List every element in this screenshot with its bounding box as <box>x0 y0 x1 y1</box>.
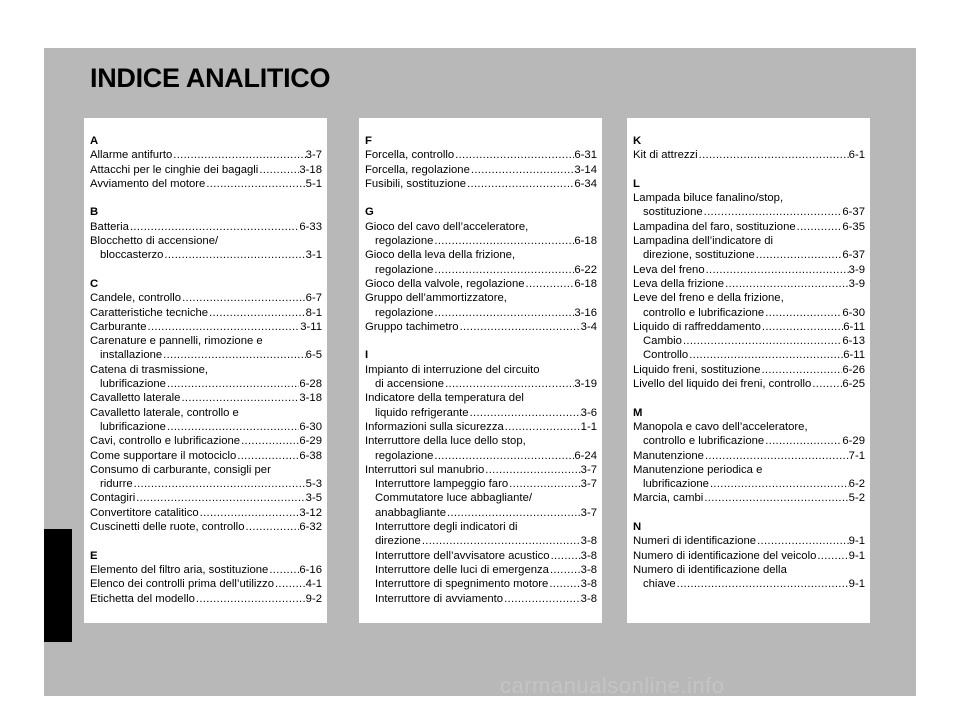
index-entry <box>633 306 865 320</box>
entry-page-number: 6-26 <box>842 363 865 376</box>
index-entry <box>633 320 865 334</box>
dot-leader <box>688 348 843 362</box>
index-entry <box>90 477 322 491</box>
index-entry <box>365 277 597 291</box>
entry-text: Carburante <box>90 320 147 333</box>
entry-text: Gioco della valvole, regolazione <box>365 277 525 290</box>
entry-page-number: 6-24 <box>574 449 597 462</box>
entry-page-number: 8-1 <box>305 306 322 319</box>
section-letter: I <box>365 349 369 362</box>
index-entry-heading: Carenature e pannelli, rimozione e <box>90 335 263 348</box>
index-section <box>633 177 865 391</box>
entry-text: lubrificazione <box>643 478 709 491</box>
section-letter: M <box>633 406 643 419</box>
index-column-3 <box>627 118 870 623</box>
entry-text: Interruttore dell’avvisatore acustico <box>375 549 550 562</box>
index-entry-heading: Numero di identificazione della <box>633 563 787 576</box>
index-entry-heading: Catena di trasmissione, <box>90 363 209 376</box>
entry-text: controllo e lubrificazione <box>643 435 765 448</box>
index-entry-heading: Gioco del cavo dell’acceleratore, <box>365 220 529 233</box>
index-entry <box>365 406 597 420</box>
entry-page-number: 6-16 <box>299 563 322 576</box>
index-entry-heading: Gioco della leva della frizione, <box>365 249 516 262</box>
index-entry <box>90 306 322 320</box>
index-entry <box>633 277 865 291</box>
index-entry <box>633 477 865 491</box>
index-entry-heading: Impianto di interruzione del circuito <box>365 363 540 376</box>
entry-page-number: 3-14 <box>574 163 597 176</box>
section-tab-marker <box>44 529 72 642</box>
entry-text: Contagiri <box>90 492 136 505</box>
dot-leader <box>682 334 842 348</box>
dot-leader <box>205 177 305 191</box>
index-entry <box>633 377 865 391</box>
index-entry-heading: Gruppo dell’ammortizzatore, <box>365 292 507 305</box>
index-section <box>90 134 322 191</box>
index-entry <box>90 520 322 534</box>
entry-text: Come supportare il motociclo <box>90 449 237 462</box>
entry-text: Interruttori sul manubrio <box>365 463 485 476</box>
dot-leader <box>240 434 299 448</box>
dot-leader <box>724 277 849 291</box>
dot-leader <box>421 534 581 548</box>
index-entry <box>90 291 322 305</box>
entry-text: Liquido di raffreddamento <box>633 320 761 333</box>
entry-page-number: 3-8 <box>580 535 597 548</box>
entry-text: Attacchi per le cinghie dei bagagli <box>90 163 259 176</box>
entry-page-number: 7-1 <box>848 449 865 462</box>
entry-text: regolazione <box>375 306 434 319</box>
dot-leader <box>258 163 299 177</box>
dot-leader <box>470 163 575 177</box>
entry-text: Cavalletto laterale <box>90 392 181 405</box>
dot-leader <box>709 477 849 491</box>
entry-page-number: 3-16 <box>574 306 597 319</box>
entry-page-number: 3-8 <box>580 592 597 605</box>
dot-leader <box>703 205 843 219</box>
index-entry <box>633 205 865 219</box>
entry-text: sostituzione <box>643 206 703 219</box>
dot-leader <box>433 306 574 320</box>
dot-leader <box>549 563 581 577</box>
entry-page-number: 3-19 <box>574 378 597 391</box>
dot-leader <box>676 577 849 591</box>
dot-leader <box>163 248 305 262</box>
entry-page-number: 6-30 <box>842 306 865 319</box>
entry-page-number: 9-2 <box>305 592 322 605</box>
index-entry <box>365 563 597 577</box>
index-entry <box>90 577 322 591</box>
index-entry <box>365 320 597 334</box>
section-letter: G <box>365 206 374 219</box>
dot-leader <box>761 320 843 334</box>
dot-leader <box>504 420 581 434</box>
entry-page-number: 3-8 <box>580 578 597 591</box>
dot-leader <box>180 391 299 405</box>
index-entry <box>633 248 865 262</box>
entry-page-number: 6-5 <box>305 349 322 362</box>
index-entry <box>633 434 865 448</box>
index-entry <box>633 577 865 591</box>
index-entry <box>633 334 865 348</box>
entry-page-number: 1-1 <box>580 420 597 433</box>
index-entry-heading: Manopola e cavo dell’acceleratore, <box>633 420 808 433</box>
entry-text: Fusibili, sostituzione <box>365 177 467 190</box>
entry-text: di accensione <box>375 378 445 391</box>
entry-text: Interruttore delle luci di emergenza <box>375 563 549 576</box>
entry-page-number: 3-4 <box>580 320 597 333</box>
section-letter: N <box>633 521 642 534</box>
entry-page-number: 6-29 <box>299 435 322 448</box>
dot-leader <box>704 449 849 463</box>
index-entry <box>633 220 865 234</box>
index-entry-heading: Manutenzione periodica e <box>633 463 763 476</box>
index-entry-heading: Interruttore degli indicatori di <box>375 521 518 534</box>
dot-leader <box>244 520 299 534</box>
dot-leader <box>129 220 299 234</box>
index-entry <box>365 534 597 548</box>
entry-page-number: 6-2 <box>848 478 865 491</box>
entry-text: liquido refrigerante <box>375 406 469 419</box>
entry-page-number: 3-7 <box>580 463 597 476</box>
dot-leader <box>466 177 574 191</box>
index-entry <box>90 220 322 234</box>
entry-page-number: 6-13 <box>842 335 865 348</box>
dot-leader <box>446 506 581 520</box>
index-entry <box>90 320 322 334</box>
index-entry <box>633 449 865 463</box>
dot-leader <box>508 477 581 491</box>
index-entry <box>365 420 597 434</box>
index-entry-heading: Cavalletto laterale, controllo e <box>90 406 239 419</box>
dot-leader <box>550 549 581 563</box>
section-letter: C <box>90 277 99 290</box>
entry-text: Interruttore lampeggio faro <box>375 478 509 491</box>
dot-leader <box>811 377 842 391</box>
entry-page-number: 3-6 <box>580 406 597 419</box>
dot-leader <box>172 148 305 162</box>
dot-leader <box>548 577 580 591</box>
index-entry <box>90 449 322 463</box>
entry-page-number: 6-29 <box>842 435 865 448</box>
section-letter: K <box>633 135 642 147</box>
entry-page-number: 6-38 <box>299 449 322 462</box>
entry-page-number: 3-18 <box>299 163 322 176</box>
dot-leader <box>444 377 574 391</box>
entry-text: Numeri di identificazione <box>633 535 757 548</box>
entry-page-number: 3-1 <box>305 249 322 262</box>
entry-page-number: 5-3 <box>305 478 322 491</box>
index-entry-heading: Consumo di carburante, consigli per <box>90 463 271 476</box>
section-letter: E <box>90 549 98 562</box>
entry-page-number: 6-18 <box>574 277 597 290</box>
dot-leader <box>195 592 306 606</box>
dot-leader <box>433 234 574 248</box>
index-entry <box>90 163 322 177</box>
index-entry <box>365 177 597 191</box>
dot-leader <box>433 263 574 277</box>
dot-leader <box>147 320 301 334</box>
entry-text: Candele, controllo <box>90 292 182 305</box>
entry-page-number: 6-18 <box>574 235 597 248</box>
index-section <box>633 520 865 591</box>
entry-text: direzione <box>375 535 421 548</box>
dot-leader <box>454 148 574 162</box>
dot-leader <box>796 220 843 234</box>
dot-leader <box>135 491 305 505</box>
entry-text: ridurre <box>100 478 133 491</box>
dot-leader <box>756 534 849 548</box>
index-entry <box>90 348 322 362</box>
index-section <box>90 277 322 534</box>
entry-page-number: 6-31 <box>574 149 597 162</box>
entry-text: Allarme antifurto <box>90 149 173 162</box>
entry-text: Batteria <box>90 220 129 233</box>
section-letter: L <box>633 177 640 190</box>
entry-page-number: 6-37 <box>842 249 865 262</box>
index-entry <box>90 420 322 434</box>
index-entry <box>365 506 597 520</box>
dot-leader <box>484 463 580 477</box>
index-entry-heading: Lampada biluce fanalino/stop, <box>633 192 784 205</box>
index-entry <box>365 377 597 391</box>
dot-leader <box>274 577 306 591</box>
entry-page-number: 6-35 <box>842 220 865 233</box>
dot-leader <box>236 449 299 463</box>
index-entry-heading: Commutatore luce abbagliante/ <box>375 492 532 505</box>
entry-text: direzione, sostituzione <box>643 249 755 262</box>
dot-leader <box>698 148 849 162</box>
entry-text: regolazione <box>375 449 434 462</box>
section-letter: F <box>365 135 372 147</box>
dot-leader <box>181 291 306 305</box>
dot-leader <box>703 491 848 505</box>
entry-text: Gruppo tachimetro <box>365 320 459 333</box>
entry-page-number: 3-9 <box>848 277 865 290</box>
entry-page-number: 3-5 <box>305 492 322 505</box>
entry-text: Cavi, controllo e lubrificazione <box>90 435 241 448</box>
entry-text: Elenco dei controlli prima dell’utilizzo <box>90 578 274 591</box>
index-entry <box>633 348 865 362</box>
index-entry <box>633 534 865 548</box>
dot-leader <box>208 306 306 320</box>
index-entry <box>365 592 597 606</box>
entry-page-number: 6-33 <box>299 220 322 233</box>
entry-page-number: 5-1 <box>305 177 322 190</box>
dot-leader <box>433 449 574 463</box>
entry-text: controllo e lubrificazione <box>643 306 765 319</box>
entry-text: Forcella, controllo <box>365 149 455 162</box>
dot-leader <box>705 263 849 277</box>
entry-text: Controllo <box>643 349 689 362</box>
entry-text: Elemento del filtro aria, sostituzione <box>90 563 269 576</box>
entry-text: Cuscinetti delle ruote, controllo <box>90 521 245 534</box>
entry-page-number: 9-1 <box>848 535 865 548</box>
entry-page-number: 3-11 <box>300 320 322 333</box>
index-entry <box>633 263 865 277</box>
index-entry <box>90 377 322 391</box>
entry-page-number: 6-25 <box>842 378 865 391</box>
entry-text: bloccasterzo <box>100 249 164 262</box>
index-entry <box>365 477 597 491</box>
index-entry <box>90 563 322 577</box>
entry-page-number: 9-1 <box>848 549 865 562</box>
dot-leader <box>764 434 842 448</box>
dot-leader <box>199 506 300 520</box>
dot-leader <box>760 363 842 377</box>
entry-page-number: 3-7 <box>580 478 597 491</box>
index-entry <box>365 549 597 563</box>
entry-page-number: 3-9 <box>848 263 865 276</box>
entry-text: chiave <box>643 578 676 591</box>
dot-leader <box>469 406 581 420</box>
index-column-1 <box>84 118 327 623</box>
entry-text: Liquido freni, sostituzione <box>633 363 761 376</box>
dot-leader <box>166 377 299 391</box>
index-entry <box>365 463 597 477</box>
index-entry <box>90 391 322 405</box>
index-entry-heading: Lampadina dell’indicatore di <box>633 235 774 248</box>
index-entry <box>633 148 865 162</box>
entry-page-number: 3-12 <box>299 506 322 519</box>
entry-page-number: 6-37 <box>842 206 865 219</box>
index-entry <box>90 506 322 520</box>
entry-text: Forcella, regolazione <box>365 163 470 176</box>
dot-leader <box>268 563 299 577</box>
entry-page-number: 3-7 <box>305 149 322 162</box>
entry-page-number: 3-8 <box>580 563 597 576</box>
index-entry <box>90 491 322 505</box>
index-entry <box>365 263 597 277</box>
index-entry-heading: Blocchetto di accensione/ <box>90 235 219 248</box>
entry-page-number: 9-1 <box>848 578 865 591</box>
entry-page-number: 3-18 <box>299 392 322 405</box>
index-entry <box>90 592 322 606</box>
section-letter: B <box>90 206 99 219</box>
index-section <box>365 348 597 605</box>
index-entry <box>365 163 597 177</box>
index-entry-heading: Leve del freno e della frizione, <box>633 292 784 305</box>
entry-text: Numero di identificazione del veicolo <box>633 549 817 562</box>
entry-text: Leva della frizione <box>633 277 725 290</box>
entry-text: lubrificazione <box>100 378 166 391</box>
index-entry <box>365 234 597 248</box>
index-entry <box>633 549 865 563</box>
dot-leader <box>133 477 306 491</box>
entry-page-number: 6-32 <box>299 521 322 534</box>
dot-leader <box>459 320 581 334</box>
dot-leader <box>764 306 842 320</box>
entry-text: Informazioni sulla sicurezza <box>365 420 504 433</box>
index-entry <box>365 306 597 320</box>
entry-page-number: 3-8 <box>580 549 597 562</box>
index-entry-heading: Indicatore della temperatura del <box>365 392 524 405</box>
entry-text: Kit di attrezzi <box>633 149 698 162</box>
index-section <box>90 549 322 606</box>
entry-text: Caratteristiche tecniche <box>90 306 209 319</box>
entry-text: Manutenzione <box>633 449 704 462</box>
entry-text: anabbagliante <box>375 506 446 519</box>
index-entry <box>90 177 322 191</box>
entry-text: Livello del liquido dei freni, controllo <box>633 378 812 391</box>
entry-text: Cambio <box>643 335 682 348</box>
index-section <box>633 134 865 163</box>
entry-text: Interruttore di avviamento <box>375 592 504 605</box>
dot-leader <box>755 248 843 262</box>
dot-leader <box>503 592 581 606</box>
entry-page-number: 6-1 <box>848 149 865 162</box>
entry-text: Avviamento del motore <box>90 177 206 190</box>
index-section <box>365 205 597 334</box>
entry-text: installazione <box>100 349 163 362</box>
entry-text: Interruttore di spegnimento motore <box>375 578 549 591</box>
entry-text: Lampadina del faro, sostituzione <box>633 220 796 233</box>
entry-page-number: 6-34 <box>574 177 597 190</box>
section-letter: A <box>90 135 99 147</box>
index-entry <box>365 577 597 591</box>
entry-page-number: 5-2 <box>848 492 865 505</box>
dot-leader <box>525 277 575 291</box>
index-section <box>633 406 865 506</box>
dot-leader <box>162 348 306 362</box>
entry-text: Marcia, cambi <box>633 492 704 505</box>
entry-text: regolazione <box>375 235 434 248</box>
index-entry-heading: Interruttore della luce dello stop, <box>365 435 526 448</box>
index-entry <box>633 491 865 505</box>
index-entry <box>365 449 597 463</box>
entry-page-number: 6-28 <box>299 378 322 391</box>
index-section <box>90 205 322 262</box>
entry-page-number: 6-11 <box>843 320 865 333</box>
entry-text: regolazione <box>375 263 434 276</box>
index-entry <box>90 148 322 162</box>
index-entry <box>633 363 865 377</box>
entry-text: Leva del freno <box>633 263 705 276</box>
entry-page-number: 6-11 <box>843 349 865 362</box>
index-entry <box>365 148 597 162</box>
entry-text: Convertitore catalitico <box>90 506 199 519</box>
dot-leader <box>166 420 299 434</box>
entry-page-number: 3-7 <box>580 506 597 519</box>
index-entry <box>90 248 322 262</box>
index-column-2 <box>359 118 602 623</box>
page-title: INDICE ANALITICO <box>90 63 331 93</box>
entry-text: lubrificazione <box>100 420 166 433</box>
entry-text: Etichetta del modello <box>90 592 195 605</box>
watermark: carmanualsonline.info <box>500 673 725 698</box>
entry-page-number: 6-7 <box>305 292 322 305</box>
entry-page-number: 6-22 <box>574 263 597 276</box>
index-entry <box>90 434 322 448</box>
index-section <box>365 134 597 191</box>
dot-leader <box>816 549 848 563</box>
entry-page-number: 6-30 <box>299 420 322 433</box>
entry-page-number: 4-1 <box>305 578 322 591</box>
